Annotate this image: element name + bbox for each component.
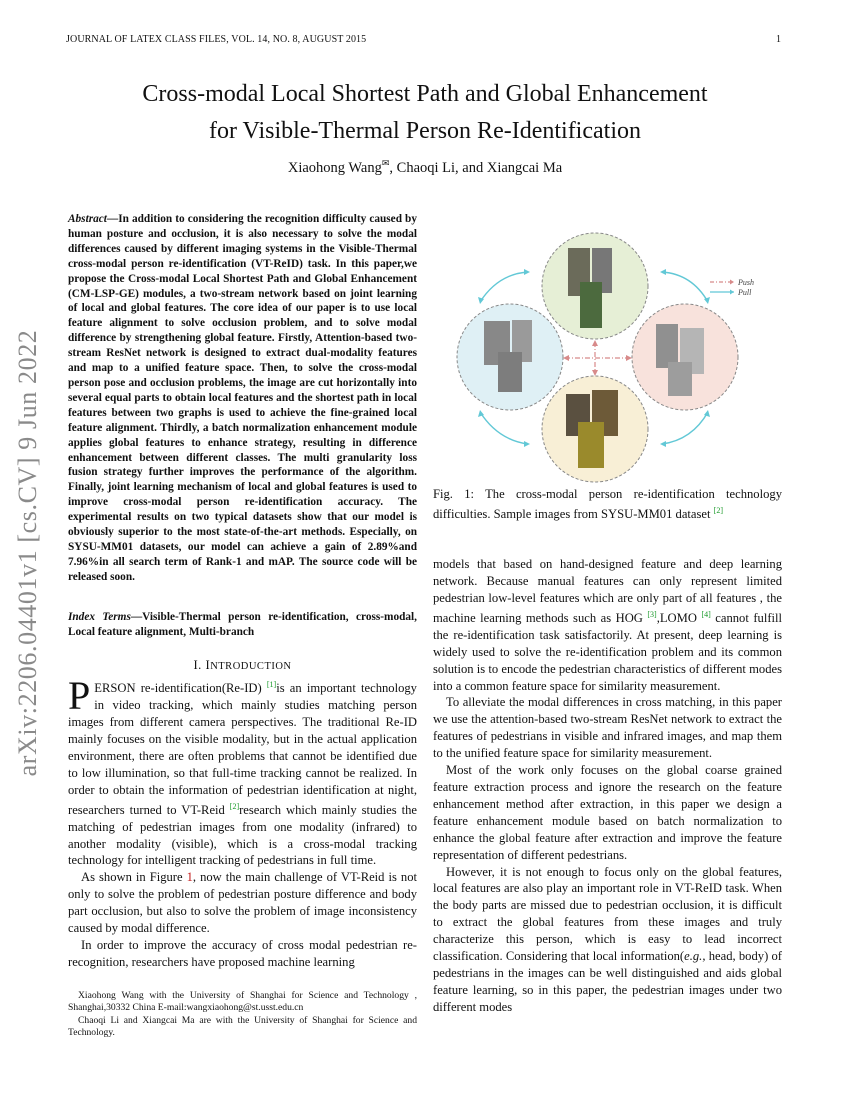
abstract-label: Abstract xyxy=(68,213,107,225)
figure-ref-link[interactable]: 1 xyxy=(186,870,193,885)
page-number: 1 xyxy=(776,34,782,45)
intro-paragraph-3: In order to improve the accuracy of cross modal pedestrian re-recognition, researchers have proposed machine learning xyxy=(68,937,417,969)
running-header: JOURNAL OF LATEX CLASS FILES, VOL. 14, NO. 8, AUGUST 2015 xyxy=(66,34,367,45)
section-heading xyxy=(68,658,417,673)
envelope-icon: ✉ xyxy=(381,158,390,168)
index-terms-label: Index Terms xyxy=(68,611,131,623)
section-numeral: I. xyxy=(193,658,202,672)
index-terms-text: —Visible-Thermal person re-identification, cross-modal, Local feature alignment, Multi-branch xyxy=(68,611,417,638)
right-p4-eg: e.g., xyxy=(684,949,706,964)
legend-push-arrow xyxy=(730,280,734,285)
figure-caption-text: Fig. 1: The cross-modal person re-identification technology difficulties. Sample images from SYSU-MM01 dataset xyxy=(433,487,782,522)
paper-title-line-1: Cross-modal Local Shortest Path and Global Enhancement xyxy=(142,81,708,107)
sample-image-right-3 xyxy=(668,362,692,396)
sample-image-right-1 xyxy=(656,324,678,368)
right-paragraph-1 xyxy=(433,556,782,694)
intro-body xyxy=(68,673,417,971)
figure-diagram xyxy=(440,222,782,484)
intro-p1-lead: ERSON re-identification(Re-ID) xyxy=(94,681,262,696)
right-p1-a: models that based on hand-designed feature and deep learning network. Because manual features can only represent limited pedestrian low-level features which are only part of all features , the machine learning methods such as HOG xyxy=(433,557,782,625)
drop-cap: P xyxy=(68,673,91,718)
right-paragraph-4 xyxy=(433,864,782,1016)
section-title-initial: I xyxy=(205,658,211,672)
figure-1 xyxy=(440,222,782,484)
abstract xyxy=(68,212,417,585)
push-arrows xyxy=(565,342,630,374)
legend-pull-label: Pull xyxy=(738,288,752,297)
index-terms xyxy=(68,610,417,640)
right-paragraph-3: Most of the work only focuses on the global coarse grained feature extraction process and ignore the research on the feature enhancement method after extraction, in this paper we design a feature enhancement module based on batch normalization to enhance the global feature after extraction and improve the feature representation of different pedestrians. xyxy=(433,763,782,862)
intro-p1-b: research which mainly studies the matching of pedestrian images from one modality (infrared) to another modality (visible), which is a cross-modal tracking technology for intelligent tracking of pedestrians in full time. xyxy=(68,802,417,868)
intro-paragraph-1 xyxy=(68,673,417,869)
right-paragraph-2: To alleviate the modal differences in cross matching, in this paper we use the attention-based two-stream ResNet network to extract the features of pedestrians in visible and infrared images, and map them to the unified feature space for similarity measurement. xyxy=(433,695,782,761)
arxiv-stamp xyxy=(6,318,50,788)
figure-caption xyxy=(433,486,782,523)
abstract-text: —In addition to considering the recognition difficulty caused by human posture and occlusion, it is also necessary to solve the modal differences caused by different imaging systems in the Visible-Thermal cross-modal person re-identification (VT-ReID) task. In this paper,we propose the Cross-modal Local Shortest Path and Global Enhancement (CM-LSP-GE) modules, a two-stream network based on joint learning of local and global features. The core idea of our paper is to use local feature alignment to solve occlusion problem, and to solve modal difference by strengthening global feature. Firstly, Attention-based two-stream ResNet network is designed to extract dual-modality features and map to a unified feature space. Then, to solve the cross-modal person pose and occlusion problems, the image are cut horizontally into several equal parts to obtain local features and the shortest path in local features between two graphs is used to achieve the fine-grained local feature alignment. Thirdly, a batch normalization enhancement module applies global features to enhance strategy, resulting in difference enhancement between different classes. The multi granularity loss fusion strategy further improves the performance of the algorithm. Finally, joint learning mechanism of local and global features is used to improve cross-modal person re-identification accuracy. The experimental results on two typical datasets show that our model is obviously superior to the most state-of-the-art methods. Especially, on SYSU-MM01 datasets, our model can achieve a gain of 2.89%and 7.96%in all search term of Rank-1 and mAP. The source code will be released soon. xyxy=(68,213,417,583)
section-title-rest: NTRODUCTION xyxy=(210,661,292,672)
sample-image-bottom-3 xyxy=(578,422,604,468)
legend-pull-arrow xyxy=(730,290,734,295)
author-first: Xiaohong Wang xyxy=(287,159,382,176)
sample-image-top-3 xyxy=(580,282,602,328)
sample-image-left-3 xyxy=(498,352,522,392)
citation-4[interactable]: [4] xyxy=(701,609,711,619)
footnotes xyxy=(68,990,417,1039)
citation-1[interactable]: [1] xyxy=(266,680,277,689)
right-p1-c: cannot fulfill the re-identification task satisfactorily. At present, deep learning is widely used to solve the re-identification problem and its common solution is to encode the pedestrian characteristics of different modes into a common feature space for similarity measurement. xyxy=(433,610,783,693)
author-list xyxy=(80,158,770,177)
intro-p2-a: As shown in Figure xyxy=(81,870,183,885)
legend-push-label: Push xyxy=(738,278,754,287)
paper-title-line-2: for Visible-Thermal Person Re-Identification xyxy=(209,118,641,144)
right-p1-b: ,LOMO xyxy=(656,610,697,625)
right-p4-a: However, it is not enough to focus only on the global features, local features are also play an important role in VT-ReID task. When the body parts are missed due to pedestrian occlusion, it is difficult to extract the global features from these images and truly characterize this person, which is easy to lead incorrect classification. Considering that local information( xyxy=(433,864,782,964)
intro-p1-a: is an important technology in video tracking, which mainly studies matching person images from different camera perspectives. The traditional Re-ID mainly focuses on the visible modality, but in the actual application environment, there are often problems that cannot be identified due to low illumination, so that full-time tracking cannot be realized. In order to obtain the information of pedestrian identification at night, researchers turned to VT-Reid xyxy=(68,681,417,817)
intro-p2-b: , now the main challenge of VT-Reid is not only to solve the problem of pedestrian posture difference and body part occlusion, but also to solve the problem of image inconsistency caused by modal difference. xyxy=(68,870,417,936)
footnote-2: Chaoqi Li and Xiangcai Ma are with the University of Shanghai for Science and Technology. xyxy=(68,1014,417,1038)
author-rest: , Chaoqi Li, and Xiangcai Ma xyxy=(389,159,563,176)
intro-paragraph-2 xyxy=(68,869,417,937)
right-p4-b: head, body) of pedestrians in the images can be well distinguished and aids global feature learning, so in this paper, the pedestrian images under two different modes xyxy=(433,949,782,1014)
right-column-body xyxy=(433,556,782,1016)
citation-caption[interactable]: [2] xyxy=(713,505,723,515)
citation-3[interactable]: [3] xyxy=(647,609,657,619)
footnote-1: Xiaohong Wang with the University of Shanghai for Science and Technology , Shanghai,30332 China E-mail:wangxiaohong@st.usst.edu.cn xyxy=(68,990,417,1014)
arxiv-stamp-text: arXiv:2206.04401v1 [cs.CV] 9 Jun 2022 xyxy=(13,329,42,777)
citation-2[interactable]: [2] xyxy=(229,801,240,811)
